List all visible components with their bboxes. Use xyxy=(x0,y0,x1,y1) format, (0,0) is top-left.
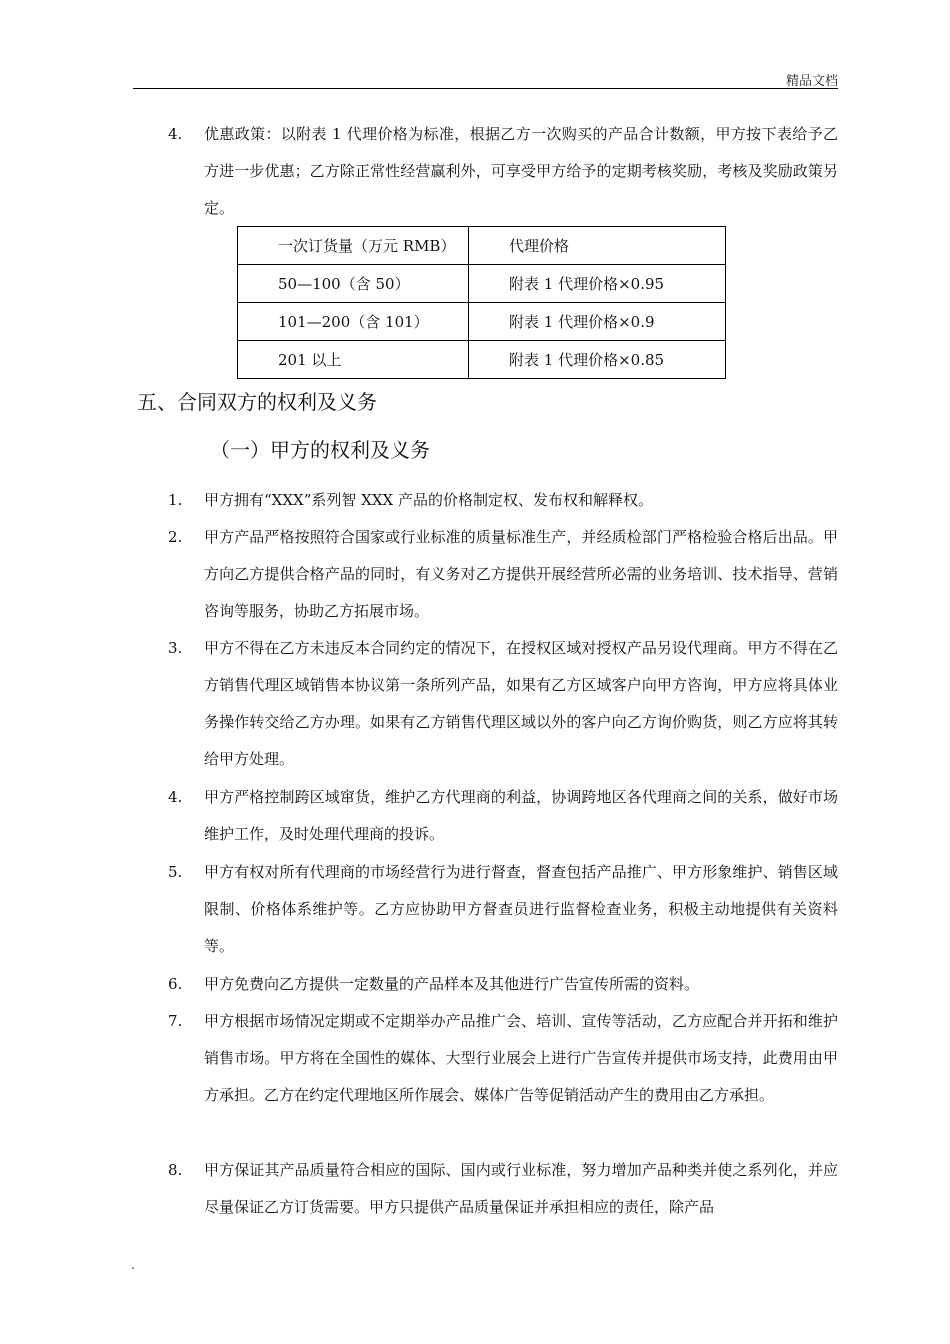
table-header-cell: 一次订货量（万元 RMB） xyxy=(238,227,469,265)
list-text: 甲方免费向乙方提供一定数量的产品样本及其他进行广告宣传所需的资料。 xyxy=(204,975,700,993)
table-cell: 附表 1 代理价格×0.95 xyxy=(469,265,726,303)
table-cell: 附表 1 代理价格×0.9 xyxy=(469,303,726,341)
table-cell: 50—100（含 50） xyxy=(238,265,469,303)
table-cell: 201 以上 xyxy=(238,341,469,379)
list-number: 4. xyxy=(168,125,183,143)
list-text: 甲方有权对所有代理商的市场经营行为进行督查，督查包括产品推广、甲方形象维护、销售区域限制、价格体系维护等。乙方应协助甲方督查员进行监督检查业务，积极主动地提供有关资料等。 xyxy=(204,863,838,955)
list-text: 甲方根据市场情况定期或不定期举办产品推广会、培训、宣传等活动，乙方应配合并开拓和维护销售市场。甲方将在全国性的媒体、大型行业展会上进行广告宣传并提供市场支持，此费用由甲方承担。乙方在约定代理地区所作展会、媒体广告等促销活动产生的费用由乙方承担。 xyxy=(204,1012,838,1104)
table-header-cell: 代理价格 xyxy=(469,227,726,265)
list-text: 甲方保证其产品质量符合相应的国际、国内或行业标准，努力增加产品种类并使之系列化，并应尽量保证乙方订货需要。甲方只提供产品质量保证并承担相应的责任，除产品 xyxy=(204,1161,838,1216)
section-subtitle: （一）甲方的权利及义务 xyxy=(210,438,430,462)
table-cell: 101—200（含 101） xyxy=(238,303,469,341)
list-number: 3. xyxy=(168,639,183,657)
list-number: 7. xyxy=(168,1012,183,1030)
list-text: 甲方严格控制跨区域窜货，维护乙方代理商的利益，协调跨地区各代理商之间的关系，做好市场维护工作，及时处理代理商的投诉。 xyxy=(204,788,838,843)
header-rule xyxy=(133,88,838,89)
list-number: 8. xyxy=(168,1161,183,1179)
list-text: 甲方拥有“XXX”系列智 XXX 产品的价格制定权、发布权和解释权。 xyxy=(204,491,653,509)
page-header-text: 精品文档 xyxy=(785,74,838,89)
list-number: 6. xyxy=(168,975,183,993)
list-text: 优惠政策：以附表 1 代理价格为标准，根据乙方一次购买的产品合计数额，甲方按下表给予乙方进一步优惠；乙方除正常性经营赢利外，可享受甲方给予的定期考核奖励，考核及奖励政策另定。 xyxy=(204,125,838,217)
table-row xyxy=(238,303,726,341)
table-header-row xyxy=(238,227,726,265)
list-text: 甲方不得在乙方未违反本合同约定的情况下，在授权区域对授权产品另设代理商。甲方不得在乙方销售代理区域销售本协议第一条所列产品，如果有乙方区域客户向甲方咨询，甲方应将具体业务操作转交给乙方办理。如果有乙方销售代理区域以外的客户向乙方询价购货，则乙方应将其转给甲方处理。 xyxy=(204,639,838,768)
footer-mark: . xyxy=(131,1258,135,1272)
discount-table xyxy=(237,226,726,379)
list-number: 2. xyxy=(168,528,183,546)
list-number: 4. xyxy=(168,788,183,806)
table-row xyxy=(238,265,726,303)
table-row xyxy=(238,341,726,379)
list-text: 甲方产品严格按照符合国家或行业标准的质量标准生产，并经质检部门严格检验合格后出品。甲方向乙方提供合格产品的同时，有义务对乙方提供开展经营所必需的业务培训、技术指导、营销咨询等服务，协助乙方拓展市场。 xyxy=(204,528,838,620)
table-cell: 附表 1 代理价格×0.85 xyxy=(469,341,726,379)
list-number: 1. xyxy=(168,491,183,509)
list-number: 5. xyxy=(168,863,183,881)
section-title: 五、合同双方的权利及义务 xyxy=(137,390,377,414)
